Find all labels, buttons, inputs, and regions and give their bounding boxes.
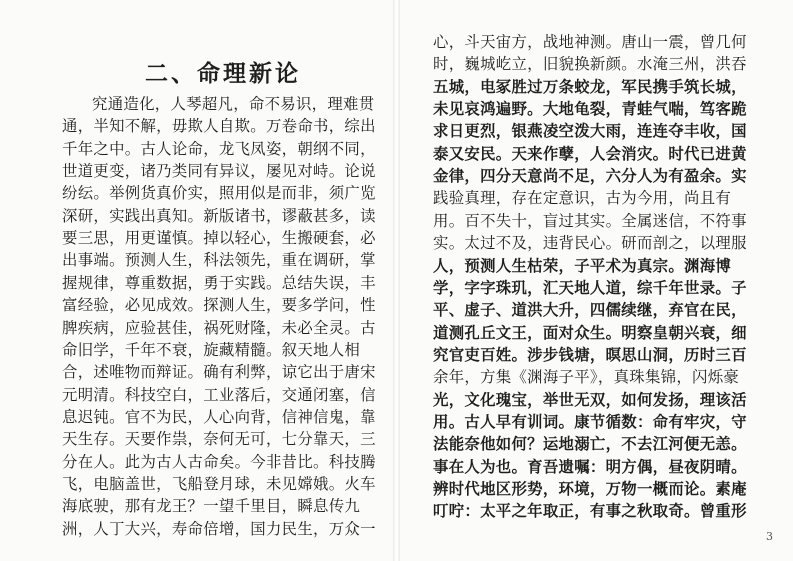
- text-line: 飞，电脑盖世，飞船登月球，未见嫦娥。火车: [62, 474, 376, 493]
- text-line: 余年，方集《渊海子平》，真珠集锦，闪烁豪: [433, 368, 740, 387]
- text-line: 实。太过不及，违背民心。研而剖之，以理服: [433, 234, 747, 253]
- text-line: 千年之中。古人论命，龙飞凤姿，朝纲不同，: [62, 139, 376, 158]
- text-line: 平、虚子、道洪大升，四儒续继，弃官在民，: [433, 301, 747, 320]
- right-page-text: [400, 0, 793, 561]
- text-line: 事在人为也。育吾遗嘱：明方偶，昼夜阴晴。: [433, 457, 747, 476]
- text-line: 光，文化瑰宝，举世无双，如何发扬，理该活: [433, 390, 747, 409]
- text-line: 究通造化，人琴超凡，命不易识，理难贯: [92, 95, 375, 113]
- text-line: 出事端。预测人生，科法领先，重在调研，掌: [62, 251, 376, 270]
- text-line: 富经验，必见成效。探测人生，要多学问，性: [62, 296, 376, 315]
- text-line: 天生存。天要作祟，奈何无可，七分靠天，三: [62, 430, 376, 449]
- text-line: 道测孔丘文王，面对众生。明察皇朝兴衰，细: [433, 323, 747, 342]
- page-number: 3: [766, 530, 773, 543]
- text-line: 金律，四分天意尚不足，六分人为有盈余。实: [433, 167, 747, 186]
- text-line: 用。古人早有训词。康节循数：命有牢灾，守: [433, 412, 747, 431]
- text-line: 践验真理，存在定意识，古为今用，尚且有: [433, 189, 732, 208]
- text-line: 海底驶，那有龙王？一望千里目，瞬息传九: [62, 497, 361, 516]
- text-line: 时，巍城屹立，旧貌换新颜。水淹三州，洪吞: [433, 55, 747, 74]
- text-line: 学，字字珠玑，汇天地人道，综千年世录。子: [433, 278, 747, 297]
- text-line: 通，半知不解，毋欺人自欺。万卷命书，综出: [62, 117, 376, 136]
- text-line: 法能奈他如何？运地溺亡，不去江河便无恙。: [433, 435, 747, 454]
- text-line: 用。百不失十，盲过其实。全属迷信，不符事: [433, 211, 747, 230]
- text-line: 纷纭。举例货真价实，照用似是而非，须广览: [62, 184, 376, 203]
- text-line: 洲，人丁大兴，寿命倍增，国力民生，万众一: [62, 519, 376, 538]
- text-line: 元明清。科技空白，工业落后，交通闭塞，信: [62, 385, 376, 404]
- left-page-text: [0, 0, 393, 561]
- page-gutter: [393, 0, 400, 561]
- text-line: 合，述唯物而辩证。确有利弊，谅它出于唐宋: [62, 363, 376, 382]
- text-line: 叮咛：太平之年取正，有事之秋取奇。曾重形: [433, 502, 747, 521]
- text-line: 分在人。此为古人古命矣。今非昔比。科技腾: [62, 452, 376, 471]
- text-line: 究官吏百姓。涉步钱塘，暝思山洞，历时三百: [433, 345, 747, 364]
- text-line: 求日更烈，银燕凌空泼大雨，连连夺丰收，国: [433, 122, 747, 141]
- text-line: 握规律，尊重数据，勇于实践。总结失误，丰: [62, 273, 376, 292]
- text-line: 人，预测人生枯荣，子平术为真宗。渊海博: [433, 256, 732, 275]
- text-line: 辨时代地区形势，环境，万物一概而论。素庵: [433, 480, 747, 498]
- text-line: 脾疾病，应验甚佳，祸死财隆，未必全灵。古: [62, 318, 376, 337]
- left-page: [0, 0, 393, 561]
- right-page: [400, 0, 793, 561]
- text-line: 未见哀鸿遍野。大地龟裂，青蛙气喘，笃客跪: [433, 100, 747, 119]
- text-line: 世道更变，诸乃类同有异议，屡见对峙。论说: [62, 162, 376, 181]
- text-line: 泰又安民。天来作孽，人会消灾。时代已进黄: [433, 144, 747, 163]
- text-line: 命旧学，千年不衰，旋藏精髓。叙天地人相: [62, 340, 361, 359]
- text-line: 要三思，用更谨慎。掉以轻心，生搬硬套，必: [62, 229, 376, 248]
- text-line: 息迟钝。官不为民，人心向背，信神信鬼，靠: [62, 407, 376, 426]
- section-title: 二、命理新论: [145, 60, 301, 87]
- text-line: 深研，实践出真知。新版诸书，谬蔽甚多，读: [62, 206, 376, 225]
- text-line: 心，斗天宙方，战地神测。唐山一震，曾几何: [433, 33, 747, 51]
- text-line: 五城，电冢胜过万条蛟龙，军民携手筑长城，: [433, 77, 747, 96]
